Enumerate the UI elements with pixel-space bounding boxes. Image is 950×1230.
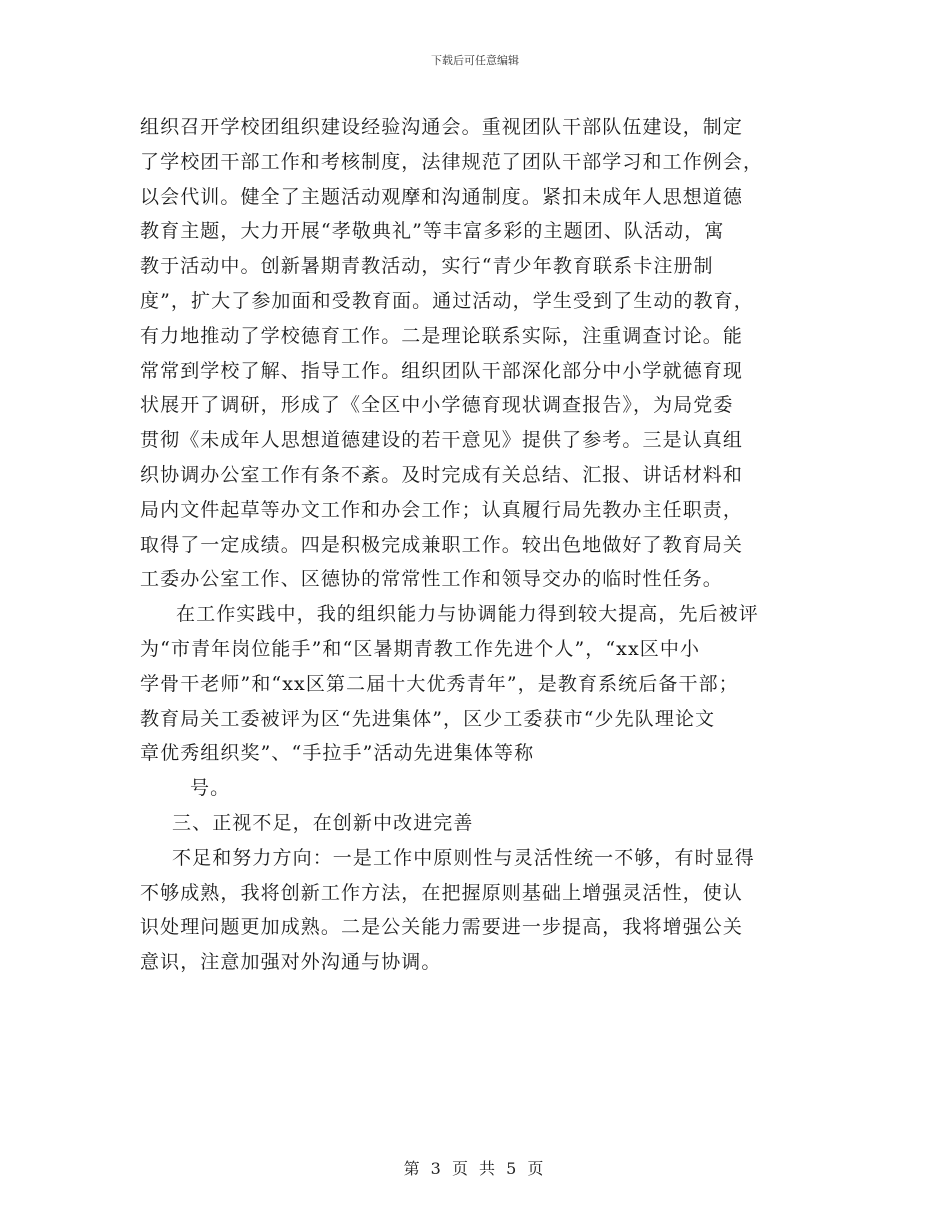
text-line: 号。 xyxy=(190,777,231,800)
text-line: 有力地推动了学校德育工作。二是理论联系实际，注重调查讨论。能 xyxy=(140,324,744,347)
text-line: 贯彻《未成年人思想道德建设的若干意见》提供了参考。三是认真组 xyxy=(140,429,744,452)
text-line: 以会代训。健全了主题活动观摩和沟通制度。紧扣未成年人思想道德 xyxy=(140,185,744,208)
text-line: 章优秀组织奖”、“手拉手”活动先进集体等称 xyxy=(140,742,535,765)
text-line: 状展开了调研，形成了《全区中小学德育现状调查报告》，为局党委 xyxy=(140,394,734,417)
document-body xyxy=(140,110,820,980)
section-heading: 三、正视不足，在创新中改进完善 xyxy=(172,811,474,834)
header-note: 下载后可任意编辑 xyxy=(431,54,519,67)
text-line: 工委办公室工作、区德协的常常性工作和领导交办的临时性任务。 xyxy=(140,568,723,591)
text-line: 识处理问题更加成熟。二是公关能力需要进一步提高，我将增强公关 xyxy=(140,916,744,939)
text-line: 教于活动中。创新暑期青教活动，实行“青少年教育联系卡注册制 xyxy=(140,255,714,278)
text-line: 为“市青年岗位能手”和“区暑期青教工作先进个人”，“xx区中小 xyxy=(140,637,701,660)
paragraph-start-line: 在工作实践中，我的组织能力与协调能力得到较大提高，先后被评 xyxy=(176,603,759,626)
text-line: 了学校团干部工作和考核制度，法律规范了团队干部学习和工作例会， xyxy=(140,150,764,173)
text-line: 教育局关工委被评为区“先进集体”，区少工委获市“少先队理论文 xyxy=(140,707,716,730)
text-line: 度”，扩大了参加面和受教育面。通过活动，学生受到了生动的教育， xyxy=(140,289,754,312)
text-line: 学骨干老师”和“xx区第二届十大优秀青年”，是教育系统后备干部； xyxy=(140,672,739,695)
text-line: 意识，注意加强对外沟通与协调。 xyxy=(140,951,442,974)
text-line: 教育主题，大力开展“孝敬典礼”等丰富多彩的主题团、队活动，寓 xyxy=(140,220,725,243)
paragraph-start-line: 不足和努力方向：一是工作中原则性与灵活性统一不够，有时显得 xyxy=(172,846,755,869)
text-line: 常常到学校了解、指导工作。组织团队干部深化部分中小学就德育现 xyxy=(140,359,744,382)
text-line: 组织召开学校团组织建设经验沟通会。重视团队干部队伍建设，制定 xyxy=(140,116,744,138)
text-line: 取得了一定成绩。四是积极完成兼职工作。较出色地做好了教育局关 xyxy=(140,533,744,556)
text-line: 局内文件起草等办文工作和办会工作；认真履行局先教办主任职责， xyxy=(140,498,744,521)
page-number: 第 3 页 共 5 页 xyxy=(403,1159,547,1178)
text-line: 织协调办公室工作有条不紊。及时完成有关总结、汇报、讲话材料和 xyxy=(140,463,744,486)
text-line: 不够成熟，我将创新工作方法，在把握原则基础上增强灵活性，使认 xyxy=(140,881,744,904)
